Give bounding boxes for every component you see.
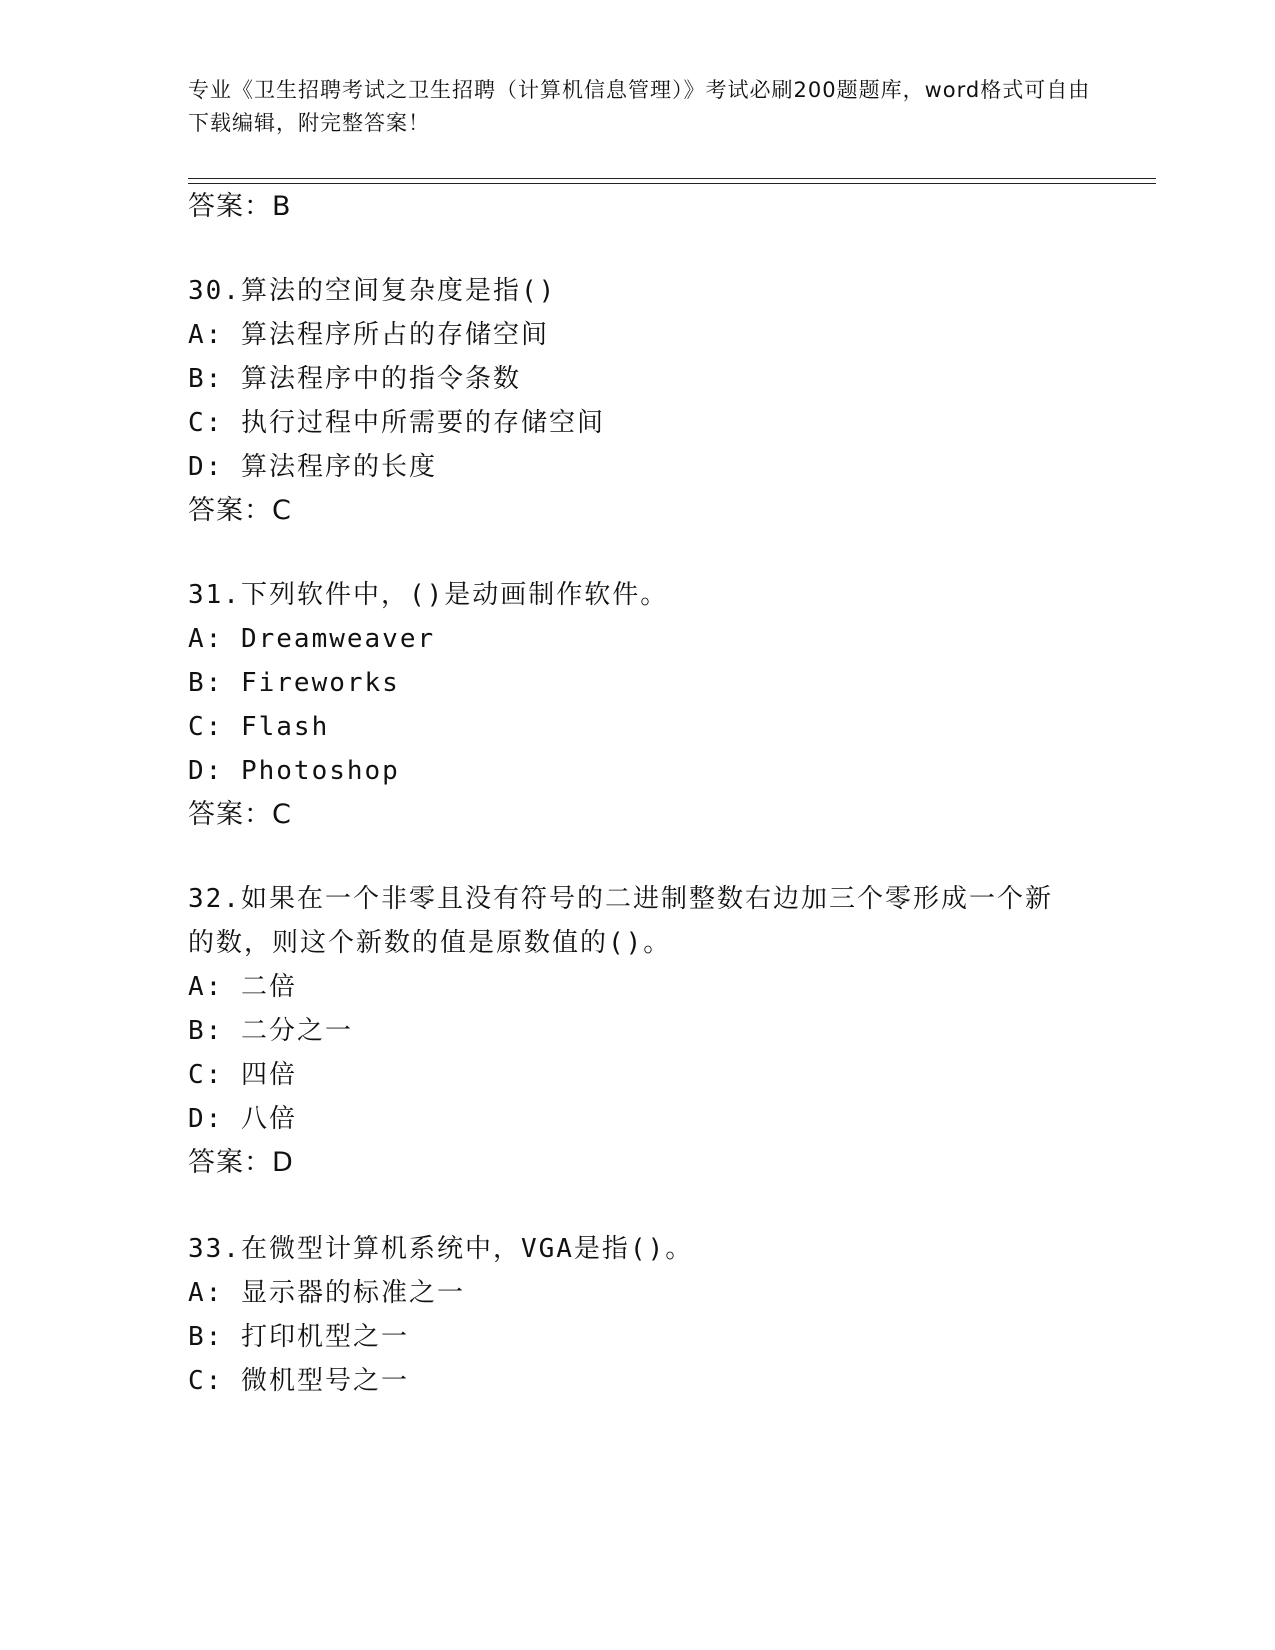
question-31-option-d: D: Photoshop (188, 756, 400, 786)
question-33-stem: 33.在微型计算机系统中，VGA是指()。 (188, 1234, 694, 1264)
question-30-option-b: B: 算法程序中的指令条数 (188, 364, 521, 394)
answer-32: 答案：D (188, 1147, 294, 1178)
document-header: 专业《卫生招聘考试之卫生招聘（计算机信息管理）》考试必刷200题题库，word格式可自由下载编辑，附完整答案！ (188, 78, 1091, 135)
answer-30: 答案：C (188, 495, 292, 526)
question-30-option-d: D: 算法程序的长度 (188, 452, 437, 482)
question-31-option-c: C: Flash (188, 712, 330, 742)
question-31-stem: 31.下列软件中，()是动画制作软件。 (188, 580, 669, 610)
question-33-option-c: C: 微机型号之一 (188, 1366, 409, 1396)
question-32-stem-line2: 的数，则这个新数的值是原数值的()。 (188, 928, 672, 958)
question-33-option-b: B: 打印机型之一 (188, 1322, 409, 1352)
question-32-option-c: C: 四倍 (188, 1060, 297, 1090)
question-32-option-b: B: 二分之一 (188, 1016, 353, 1046)
question-30-stem: 30.算法的空间复杂度是指() (188, 276, 557, 306)
answer-29: 答案：B (188, 191, 292, 222)
question-30-option-c: C: 执行过程中所需要的存储空间 (188, 408, 605, 438)
question-33-option-a: A: 显示器的标准之一 (188, 1278, 465, 1308)
question-32-stem-line1: 32.如果在一个非零且没有符号的二进制整数右边加三个零形成一个新 (188, 884, 1053, 914)
question-32-option-d: D: 八倍 (188, 1104, 297, 1134)
answer-31: 答案：C (188, 799, 292, 830)
question-30-option-a: A: 算法程序所占的存储空间 (188, 320, 549, 350)
question-32-option-a: A: 二倍 (188, 972, 297, 1002)
question-31-option-a: A: Dreamweaver (188, 624, 436, 654)
question-31-option-b: B: Fireworks (188, 668, 400, 698)
header-divider-bottom (188, 183, 1156, 184)
header-divider-top (188, 178, 1156, 179)
